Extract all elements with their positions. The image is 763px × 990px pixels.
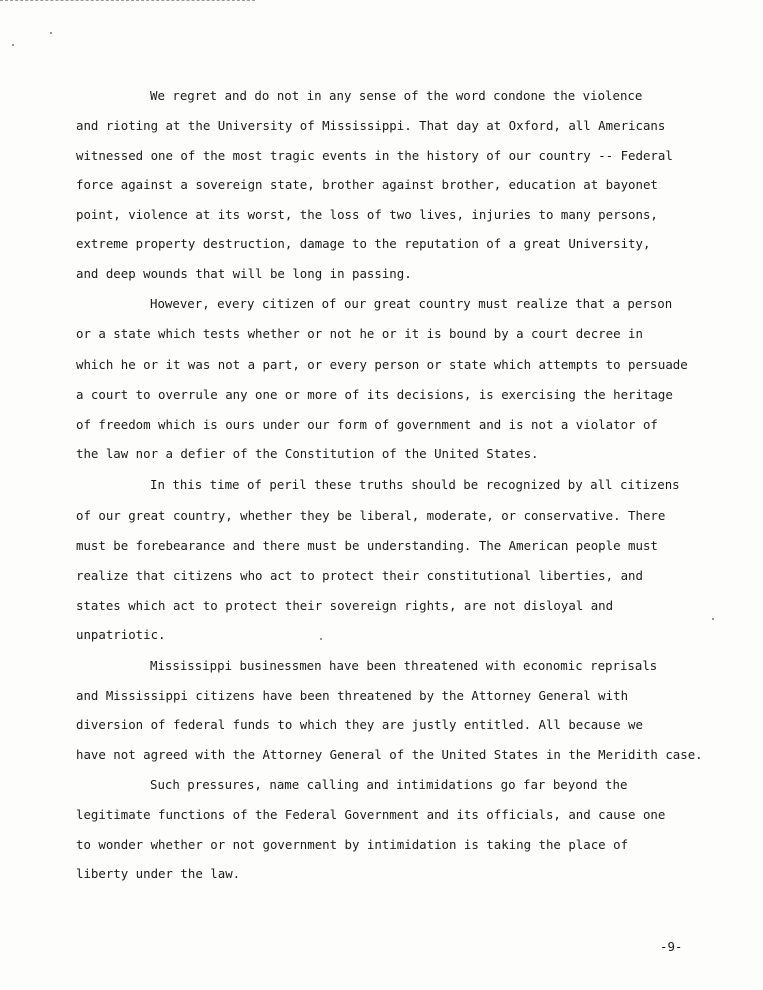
paragraph-line: extreme property destruction, damage to the reputation of a great University,	[76, 236, 651, 251]
paragraph-first-line: Mississippi businessmen have been threatened with economic reprisals	[150, 658, 658, 673]
paragraph-first-line: In this time of peril these truths should be recognized by all citizens	[150, 477, 680, 492]
paragraph-line: must be forebearance and there must be understanding. The American people must	[76, 538, 658, 553]
paragraph-line: states which act to protect their sovereign rights, are not disloyal and	[76, 598, 614, 613]
scan-speck	[12, 44, 14, 46]
paragraph-line: and rioting at the University of Mississippi. That day at Oxford, all Americans	[76, 118, 666, 133]
paragraph-first-line: However, every citizen of our great country must realize that a person	[150, 296, 673, 311]
paragraph-line: diversion of federal funds to which they are justly entitled. All because we	[76, 717, 643, 732]
paragraph-line: unpatriotic.	[76, 627, 166, 642]
scan-speck	[712, 618, 714, 620]
scan-speck	[320, 638, 322, 640]
paragraph-first-line: Such pressures, name calling and intimidations go far beyond the	[150, 777, 628, 792]
paragraph-line: liberty under the law.	[76, 866, 241, 881]
paragraph-first-line: We regret and do not in any sense of the word condone the violence	[150, 88, 643, 103]
paragraph-line: have not agreed with the Attorney General of the United States in the Meridith case.	[76, 747, 703, 762]
paragraph-line: force against a sovereign state, brother against brother, education at bayonet	[76, 177, 658, 192]
page-number: -9-	[660, 939, 683, 954]
paragraph-line: realize that citizens who act to protect their constitutional liberties, and	[76, 568, 643, 583]
paragraph-line: of freedom which is ours under our form of government and is not a violator of	[76, 417, 658, 432]
paragraph-line: or a state which tests whether or not he or it is bound by a court decree in	[76, 326, 643, 341]
paragraph-line: and Mississippi citizens have been threatened by the Attorney General with	[76, 688, 629, 703]
paragraph-line: a court to overrule any one or more of its decisions, is exercising the heritage	[76, 387, 673, 402]
paragraph-line: which he or it was not a part, or every person or state which attempts to persuade	[76, 357, 688, 372]
paragraph-line: point, violence at its worst, the loss of two lives, injuries to many persons,	[76, 207, 658, 222]
top-edge-dash	[0, 0, 255, 1]
paragraph-line: of our great country, whether they be liberal, moderate, or conservative. There	[76, 508, 666, 523]
paragraph-line: and deep wounds that will be long in passing.	[76, 266, 412, 281]
paragraph-line: the law nor a defier of the Constitution of the United States.	[76, 446, 539, 461]
paragraph-line: legitimate functions of the Federal Government and its officials, and cause one	[76, 807, 666, 822]
paragraph-line: to wonder whether or not government by intimidation is taking the place of	[76, 837, 629, 852]
scan-speck	[50, 32, 52, 34]
paragraph-line: witnessed one of the most tragic events in the history of our country -- Federal	[76, 148, 673, 163]
